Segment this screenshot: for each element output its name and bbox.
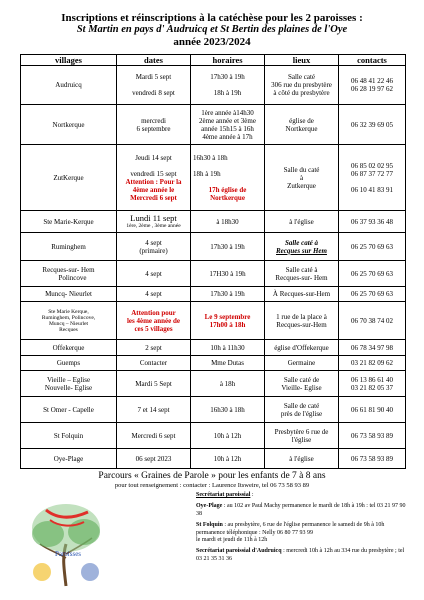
lieux-cell: À Recques-sur-Hem	[265, 287, 339, 302]
dates-cell: Mercredi 6 sept	[117, 423, 191, 449]
dates-cell: 4 sept	[117, 261, 191, 287]
graines-de-parole	[0, 471, 424, 490]
dates-cell: Mardi 5 Sept	[117, 371, 191, 397]
column-header-villages: villages	[21, 55, 117, 66]
logo-text: Paroisses	[54, 550, 82, 558]
table-row	[21, 66, 406, 105]
lieux-cell: Salle caté à Recques-sur- Hem	[265, 261, 339, 287]
village-cell: St Omer - Capelle	[21, 397, 117, 423]
graines-contact: pour tout renseignement : contacter : Laurence Itsweire, tel 06 73 58 93 89	[114, 482, 310, 489]
village-cell: ZutKerque	[21, 145, 117, 211]
contacts-cell: 06 32 39 69 05	[339, 105, 406, 145]
table-row	[21, 105, 406, 145]
contacts-cell: 06 61 81 90 40	[339, 397, 406, 423]
horaires-cell: à 18h30	[191, 211, 265, 233]
table-row	[21, 287, 406, 302]
dates-cell: 2 sept	[117, 340, 191, 356]
horaires-cell: 16h30 à 18h 18h à 19h 17h église de Nortkerque	[191, 145, 265, 211]
horaires-cell: 10h à 12h	[191, 423, 265, 449]
tree-logo-icon	[22, 498, 110, 590]
contacts-cell: 06 13 86 61 40 03 21 82 05 37	[339, 371, 406, 397]
lieux-cell: Salle caté 306 rue du presbytère à côté du presbytère	[265, 66, 339, 105]
village-cell: Ste Marie Kerque, Ruminghem, Polincove, Muncq – Nieurlet Recques	[21, 302, 117, 340]
column-header-horaires: horaires	[191, 55, 265, 66]
table-row	[21, 261, 406, 287]
page-subtitle: St Martin en pays d' Audruicq et St Bertin des plaines de l'Oye	[76, 24, 348, 35]
horaires-cell: 17H30 à 19h	[191, 261, 265, 287]
secretariat-title: Secrétariat paroissial	[196, 492, 251, 498]
table-row	[21, 340, 406, 356]
table-header-row	[21, 55, 406, 66]
dates-cell: 06 sept 2023	[117, 449, 191, 469]
village-cell: Guemps	[21, 356, 117, 371]
contacts-cell: 03 21 82 09 62	[339, 356, 406, 371]
horaires-cell: 1ère année à14h30 2ème année et 3ème année 15h15 à 16h 4ème année à 17h	[191, 105, 265, 145]
graines-title: Parcours « Graines de Parole » pour les enfants de 7 à 8 ans	[98, 471, 326, 481]
contacts-cell: 06 73 58 93 89	[339, 449, 406, 469]
village-cell: Audruicq	[21, 66, 117, 105]
horaires-cell: à 18h	[191, 371, 265, 397]
dates-cell: 7 et 14 sept	[117, 397, 191, 423]
table-row	[21, 211, 406, 233]
dates-cell: Contacter	[117, 356, 191, 371]
village-cell: Muncq- Nieurlet	[21, 287, 117, 302]
dates-cell: mercredi 6 septembre	[117, 105, 191, 145]
column-header-contacts: contacts	[339, 55, 406, 66]
contacts-cell: 06 78 34 97 98	[339, 340, 406, 356]
horaires-cell: 17h30 à 19h	[191, 233, 265, 261]
lieux-cell: à l'église	[265, 211, 339, 233]
village-cell: Vieille – Eglise Nouvelle- Eglise	[21, 371, 117, 397]
dates-cell: Jeudi 14 sept vendredi 15 sept Attention : Pour la 4ème année le Mercredi 6 sept	[117, 145, 191, 211]
table-row	[21, 397, 406, 423]
horaires-cell: 16h30 à 18h	[191, 397, 265, 423]
parish-logo	[22, 498, 110, 590]
dates-cell: Lundi 11 sept 1ère, 2ème , 3ème année	[117, 211, 191, 233]
village-cell: St Folquin	[21, 423, 117, 449]
secretariat-audruicq: Secrétariat paroissial d'Audruicq : mercredi 10h à 12h au 334 rue du presbytère ; tel 03 21 35 31 36	[196, 548, 405, 562]
village-cell: Ruminghem	[21, 233, 117, 261]
lieux-cell: Salle de caté près de l'église	[265, 397, 339, 423]
table-row	[21, 371, 406, 397]
contacts-cell: 06 85 02 02 95 06 87 37 72 77 06 10 41 83 91	[339, 145, 406, 211]
village-cell: Offekerque	[21, 340, 117, 356]
table-row	[21, 449, 406, 469]
village-cell: Oye-Plage	[21, 449, 117, 469]
page-title: Inscriptions et réinscriptions à la catéchèse pour les 2 paroisses :	[61, 12, 363, 24]
contacts-cell: 06 25 70 69 63	[339, 287, 406, 302]
secretariat-info: Secrétariat paroissial : Oye-Plage : au 102 av Paul Machy permanence le mardi de 18h à 19h : tel 03 21 97 90 38 St Folquin : au presbytère, 6 rue de l'église permanence le samedi de 9h à 10h permanence téléphonique : Nelly 06 80 77 93 99 le mardi et jeudi de 11h à 12h Secrétariat paroissial d'Audruicq : mercredi 10h à 12h au 334 rue du presbytère ; tel 03 21 35 31 36	[196, 492, 408, 567]
page-header	[0, 12, 424, 48]
dates-cell: 4 sept	[117, 287, 191, 302]
table-row	[21, 356, 406, 371]
column-header-dates: dates	[117, 55, 191, 66]
horaires-cell: 17h30 à 19h 18h à 19h	[191, 66, 265, 105]
contacts-cell: 06 37 93 36 48	[339, 211, 406, 233]
inscription-table	[20, 54, 406, 469]
secretariat-oye: Oye-Plage : au 102 av Paul Machy permanence le mardi de 18h à 19h : tel 03 21 97 90 38	[196, 503, 406, 517]
table-row	[21, 423, 406, 449]
contacts-cell: 06 70 38 74 02	[339, 302, 406, 340]
horaires-cell: 10h à 11h30	[191, 340, 265, 356]
secretariat-folquin: St Folquin : au presbytère, 6 rue de l'église permanence le samedi de 9h à 10h permanence téléphonique : Nelly 06 80 77 93 99 le mardi et jeudi de 11h à 12h	[196, 522, 385, 544]
village-cell: Recques-sur- Hem Polincove	[21, 261, 117, 287]
lieux-cell: Presbytère 6 rue de l'église	[265, 423, 339, 449]
contacts-cell: 06 73 58 93 89	[339, 423, 406, 449]
dates-cell: Mardi 5 sept vendredi 8 sept	[117, 66, 191, 105]
lieux-cell: à l'église	[265, 449, 339, 469]
lieux-cell: Salle caté à Recques sur Hem	[265, 233, 339, 261]
horaires-cell: Mme Dutas	[191, 356, 265, 371]
contacts-cell: 06 48 41 22 46 06 28 19 97 62	[339, 66, 406, 105]
lieux-cell: Germaine	[265, 356, 339, 371]
table-row	[21, 302, 406, 340]
horaires-cell: 10h à 12h	[191, 449, 265, 469]
table-row	[21, 233, 406, 261]
contacts-cell: 06 25 70 69 63	[339, 261, 406, 287]
dates-cell: 4 sept (primaire)	[117, 233, 191, 261]
horaires-cell: Le 9 septembre 17h00 à 18h	[191, 302, 265, 340]
village-cell: Nortkerque	[21, 105, 117, 145]
table-row	[21, 145, 406, 211]
contacts-cell: 06 25 70 69 63	[339, 233, 406, 261]
school-year: année 2023/2024	[173, 36, 251, 48]
lieux-cell: Salle caté de Vieille- Eglise	[265, 371, 339, 397]
lieux-cell: Salle du caté à Zutkerque	[265, 145, 339, 211]
village-cell: Ste Marie-Kerque	[21, 211, 117, 233]
dates-cell: Attention pour les 4ème année de ces 5 villages	[117, 302, 191, 340]
lieux-cell: église de Nortkerque	[265, 105, 339, 145]
lieux-cell: église d'Offekerque	[265, 340, 339, 356]
lieux-cell: 1 rue de la place à Recques-sur-Hem	[265, 302, 339, 340]
horaires-cell: 17h30 à 19h	[191, 287, 265, 302]
column-header-lieux: lieux	[265, 55, 339, 66]
